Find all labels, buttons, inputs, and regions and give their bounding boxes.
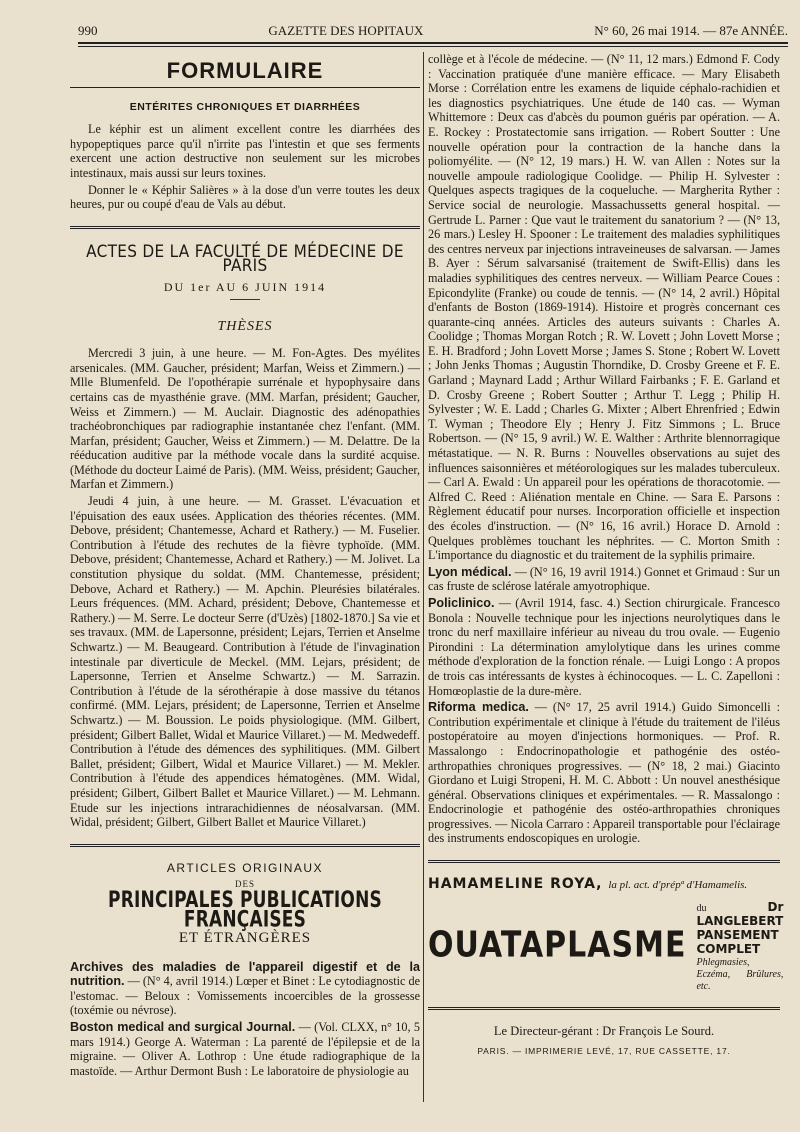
hamameline-sub: la pl. act. d'prépª d'Hamamelis. (608, 879, 748, 892)
ads-divider (428, 860, 780, 863)
lyon-entry (428, 565, 780, 594)
ouataplasme-ad (428, 899, 784, 993)
column-divider (423, 52, 424, 1102)
policlinico-journal: Policlinico. (428, 595, 495, 610)
formulaire-title: FORMULAIRE (166, 58, 324, 83)
section-divider-2 (70, 844, 420, 847)
actes-dates: DU 1er AU 6 JUIN 1914 (163, 279, 327, 294)
langlebert-name: Dr LANGLEBERT (696, 899, 784, 928)
journal-title: GAZETTE DES HOPITAUX (268, 23, 424, 38)
director-line: Le Directeur-gérant : Dr François Le Sourd. (493, 1023, 715, 1038)
footer-divider (428, 1007, 780, 1010)
riforma-entry (428, 700, 780, 846)
page-header (78, 22, 788, 40)
left-column (70, 52, 420, 1080)
policlinico-entry (428, 596, 780, 698)
page-number: 990 (78, 23, 98, 38)
lyon-journal: Lyon médical. (428, 564, 512, 579)
theses-thursday: Jeudi 4 juin, à une heure. — M. Grasset. L'évacuation et l'épuisation des eaux usées. Application des théories récentes. (MM. Debove, président; Chantemesse, Achard et Rathery.) — M. Fuselier. Contribution à l'étude des rechutes de la fièvre typhoïde. (MM. Debove, président; Chantemesse, Achard et Rathery.) — M. Jolivet. La constitution physique du soldat. (MM. Chantemesse, président; Debove, Achard et Rathery.) — M. Apchin. Pleurésies bilatérales. Leurs fréquences. (MM. Achard, président; Debove, Chantemesse et Rathery.) — M. Serre. Le docteur Serre (d'Uzès) [1802-1870.] Sa vie et ses travaux. (MM. de Lapersonne, président; Lejars, Terrien et Anselme Schwartz.) — M. Beaugeard. Contribution à l'étude de l'invagination intestinale par diverticule de Meckel. (MM. Lejars, président; de Lapersonne, Terrien et Anselme Schwartz.) — M. Sarrazin. Contribution à l'étude de la sérothérapie à dose massive du tétanos confirmé. (MM. Lejars, président; de Lapersonne, Terrien et Anselme Schwartz.) — M. Boussion. Le poids physiologique. (MM. Gilbert, président; Gilbert Ballet, Widal et Maurice Villaret.) — M. Medwedeff. Contribution à l'étude des démences des syphilitiques. (MM. Gilbert Ballet, président; Gilbert, Widal et Maurice Villaret.) — M. Mekler. Contribution à l'étude des appendices hématogènes. (MM. Widal, président; Gilbert, Gilbert Ballet et Maurice Villaret.) — M. Lehmann. Etude sur les injections intrarachidiennes de néosalvarsan. (MM. Widal, président; Gilbert, Gilbert Ballet et Maurice Villaret.) (70, 494, 420, 830)
archives-entry (70, 960, 420, 1018)
right-column (428, 52, 784, 1059)
actes-title: ACTES DE LA FACULTÉ DE MÉDECINE DE PARIS (86, 241, 404, 277)
formulaire-paragraph-1: Le képhir est un aliment excellent contre les diarrhées des hypopeptiques parce qu'il n'irrite pas l'intestin et que ses ferments exercent une action destructive non seulement sur les microbes intestinaux, mais aussi sur leurs toxines. (70, 122, 420, 180)
archives-text: — (N° 4, avril 1914.) Lœper et Binet : Le cytodiagnostic de l'estomac. — Beloux : Vomissements incoercibles de la grossesse (toxémie ou névrose). (70, 974, 420, 1018)
articles-title: PRINCIPALES PUBLICATIONS FRANÇAISES (108, 887, 382, 933)
lyon-text: — (N° 16, 19 avril 1914.) Gonnet et Grimaud : Sur un cas fruste de sclérose latérale amyotrophique. (428, 564, 780, 594)
hamameline-ad (428, 877, 780, 893)
indications-label: Phlegmasies, Eczéma, Brûlures, etc. (696, 956, 784, 992)
policlinico-text: — (Avril 1914, fasc. 4.) Section chirurgicale. Francesco Bonola : Nouvelle technique pour les injections neurolytiques dans le tronc du nerf maxillaire inférieur au niveau du trou ovale. — Eugenio Pirondini : La détermination amylolytique dans les urines comme méthode d'exploration de la fonction rénale. — Luigi Longo : A propos de trois cas intéressants de kystes à échinocoques. — L. C. Zapelloni : Homœoplastie de la dure-mère. (428, 595, 780, 698)
boston-text: — (Vol. CLXX, n° 10, 5 mars 1914.) George A. Waterman : La parenté de l'épilepsie et de la migraine. — Oliver A. Lothrop : Une étude radiographique de la mastoïde. — Arthur Dermont Bush : Le laboratoire de physiologie au (70, 1020, 420, 1078)
hamameline-name: HAMAMELINE ROYA, (428, 876, 609, 893)
langlebert-block (696, 901, 783, 993)
boston-entry (70, 1020, 420, 1078)
issue-info: N° 60, 26 mai 1914. — 87e ANNÉE. (594, 23, 788, 38)
articles-des: DES (234, 879, 255, 890)
riforma-text: — (N° 17, 25 avril 1914.) Guido Simoncelli : Contribution expérimentale et clinique à l'étude du traitement de l'iléus postopératoire au moyen d'injections hormoniques. — Prof. R. Massalongo : Endocrinopathologie et pathogénie des ostéo-arthropathies chroniques progressives. — (N° 18, 2 mai.) Giacinto Giordano et Luigi Stropeni, H. M. C. Abbott : Un nouvel anesthésique général. Observations cliniques et expérimentales. — R. Massalongo : Endocrinologie et pathogénie des ostéo-arthropathies chroniques progressives. — Nicola Carraro : Appareil transportable pour l'éclairage des instruments endoscopiques en urologie. (428, 700, 780, 846)
riforma-journal: Riforma medica. (428, 700, 529, 715)
theses-wednesday: Mercredi 3 juin, à une heure. — M. Fon-Agtes. Des myélites arsenicales. (MM. Gaucher, président; Marfan, Weiss et Zimmern.) — Mlle Blumenfeld. De l'opothérapie surrénale et hypophysaire dans certains cas de myasthénie grave. (MM. Marfan, président; Gaucher, Weiss et Zimmern.) — M. Auclair. Diagnostic des adénopathies trachéobronchiques par radiographie instantanée chez l'enfant. (MM. Marfan, président; Gaucher, Weiss et Zimmern.) — M. Delattre. De la rééducation auditive par la méthode vocale dans la surdité acquise. (Méthode du docteur Laimé de Paris). (MM. Weiss, président; Gaucher, Marfan et Zimmern.) (70, 346, 420, 492)
boston-journal: Boston medical and surgical Journal. (70, 1020, 296, 1035)
formulaire-paragraph-2: Donner le « Képhir Salières » à la dose d'un verre toutes les deux heures, pur ou coupé d'eau de Vals au début. (70, 182, 420, 212)
formulaire-subtitle: ENTÉRITES CHRONIQUES ET DIARRHÉES (129, 100, 361, 113)
articles-heading: ARTICLES ORIGINAUX (166, 860, 324, 875)
header-rule (78, 42, 788, 44)
boston-continued: collège et à l'école de médecine. — (N° 11, 12 mars.) Edmond F. Cody : Vaccination pratiquée d'une manière efficace. — Mary Elisabeth Morse : Corrélation entre les examens de liquide céphalo-rachidien et les diagnostics psychiatriques. Une étude de 140 cas. — Wyman Whittemore : Deux cas d'abcès du poumon guéris par opération. — A. E. Rockey : Prostatectomie sans irrigation. — Robert Soutter : Une nouvelle opération pour la contraction de la hanche dans la poliomyélite. — (N° 12, 19 mars.) H. W. van Allen : Notes sur la nouvelle ampoule radiologique Coolidge. — Philip H. Sylvester : Quelques aspects tragiques de la coqueluche. — Margherita Ryther : Service social de neurologie. Massachussetts general hospital. — Gertrude L. Parner : Que vaut le traitement du sanatorium ? — (N° 13, 26 mars.) Lesley H. Spooner : Le traitement des maladies syphilitiques des centres nerveux par injections intraveineuses de salvarsan. — James B. Ayer : Sérum salvarsanisé (traitement de Swift-Ellis) dans les maladies syphilitiques des centres nerveux. — William Pearce Coues : Epicondylite (Franke) ou coude de tennis. — (N° 14, 2 avril.) Hôpital d'enfants de Boston (1869-1914). Histoire et progrès concernant ces quarante-cinq années. Articles des auteurs suivants : Charles A. Coolidge ; Thomas Morgan Rotch ; R. W. Lovett ; John Lovett Morse ; E. H. Bradford ; John Lovett Morse ; James S. Stone ; Robert W. Lovett ; John Jenks Thomas ; Augustin Thorndike, D. Crosby Greene et F. E. Garland ; Maynard Ladd ; Arthur Willard Fairbanks ; F. E. Garland et D. Crosby Greene ; Robert Soutter ; Arthur T. Legg ; Philip H. Sylvester ; W. E. Ladd ; Charles G. Mixter ; Albert Ehrenfried ; Edwin T. Wyman ; Theodore Ely ; Henry J. Fitz Simmons ; L. Bruce Robertson. — (N° 15, 9 avril.) W. E. Walther : Arthrite blennorragique métastatique. — N. R. Burns : Nouvelles observations au sujet des influences saisonnières et météorologiques sur les malades tuberculeux. — Carl A. Ewald : Un appareil pour les opérations de thoracotomie. — Alfred C. Reed : Aliénation mentale en Chine. — Sara E. Parsons : Règlement éducatif pour nurses. Incorporation officielle et inspection des écoles d'instruction. — (N° 16, 16 avril.) Horace D. Arnold : Quelques problèmes touchant les néphrites. — C. Morton Smith : L'importance du diagnostic et du traitement de la syphilis primaire. (428, 52, 780, 563)
formulaire-rule (70, 87, 420, 88)
archives-journal: Archives des maladies de l'appareil digestif et de la nutrition. (70, 959, 420, 989)
theses-heading: THÈSES (217, 318, 273, 334)
ouataplasme-name: OUATAPLASME (428, 924, 687, 967)
pansement-label: PANSEMENT COMPLET (696, 927, 779, 956)
printer-line: PARIS. — IMPRIMERIE LEVÉ, 17, RUE CASSETTE, 17. (477, 1046, 731, 1057)
du-label: du (696, 902, 768, 914)
section-divider (70, 226, 420, 229)
articles-subtitle: ET ÉTRANGÈRES (178, 930, 312, 947)
header-rule-thin (78, 46, 788, 47)
short-rule (230, 299, 260, 300)
